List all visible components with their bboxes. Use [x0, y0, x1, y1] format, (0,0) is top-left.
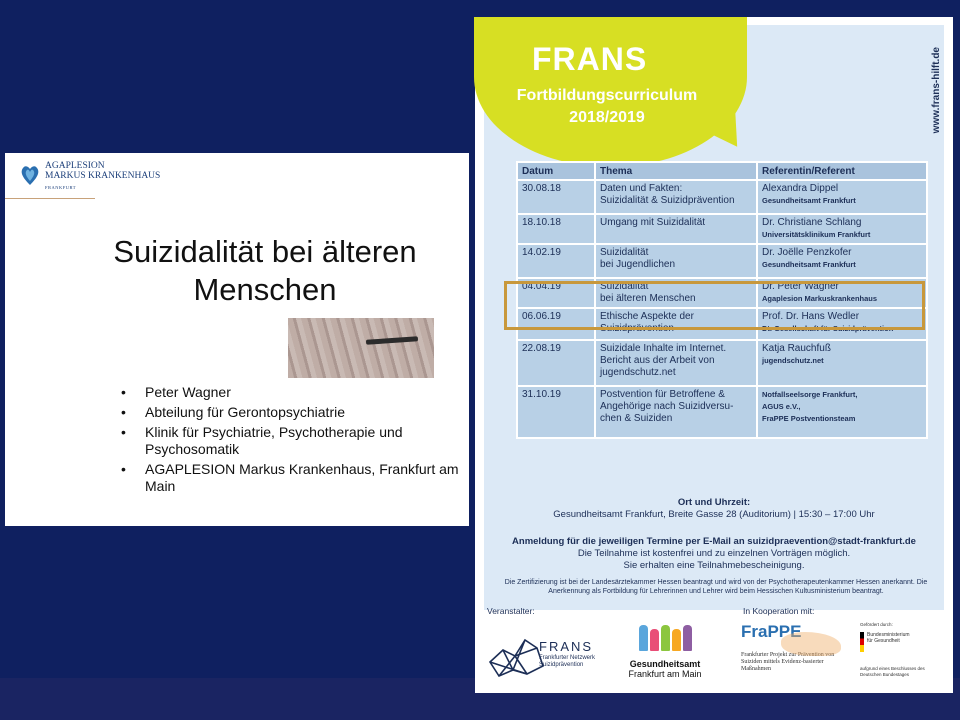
header-thema: Thema	[595, 162, 757, 180]
location-text: Gesundheitsamt Frankfurt, Breite Gasse 28 (Auditorium) | 15:30 – 17:00 Uhr	[553, 509, 875, 520]
flyer-title: FRANS	[532, 41, 648, 77]
slide-title: Suizidalität bei älteren Menschen	[113, 234, 417, 307]
referent-name: Katja Rauchfuß	[762, 343, 831, 354]
slide-photo	[288, 318, 434, 378]
referent-name: Dr. Christiane Schlang	[762, 217, 862, 228]
bmg-name: Bundesministerium für Gesundheit	[867, 632, 910, 644]
ga-line1: Gesundheitsamt	[629, 659, 701, 669]
people-icon	[625, 625, 705, 655]
cell-topic: Suizidale Inhalte im Internet. Bericht aus der Arbeit von jugendschutz.net	[595, 340, 757, 386]
bmg-top: Gefördert durch:	[860, 622, 893, 627]
participation-line1: Die Teilnahme ist kostenfrei und zu einzelnen Vorträgen möglich.	[577, 548, 851, 559]
bullet-item: • AGAPLESION Markus Krankenhaus, Frankfurt am Main	[117, 461, 462, 495]
frappe-subtitle: Frankfurter Projekt zur Prävention von Suiziden mittels Evidenz-basierter Maßnahmen	[741, 652, 835, 672]
bmg-bottom: aufgrund eines Beschlusses des Deutschen Bundestages	[860, 666, 925, 677]
logo-line3: FRANKFURT	[45, 185, 76, 190]
cell-topic: Ethische Aspekte der Suizidprävention	[595, 308, 757, 340]
referent-affiliation: Notfallseelsorge Frankfurt, AGUS e.V., FraPPE Postventionsteam	[762, 390, 858, 423]
table-row	[517, 244, 927, 278]
ga-line2: Frankfurt am Main	[628, 669, 702, 679]
cooperation-label: In Kooperation mit:	[743, 606, 815, 616]
referent-affiliation: Universitätsklinikum Frankfurt	[762, 230, 871, 239]
slide-panel	[5, 153, 469, 526]
participation-line2: Sie erhalten eine Teilnahmebescheinigung.	[623, 560, 805, 571]
table-row	[517, 386, 927, 438]
flyer-subtitle	[487, 85, 727, 129]
cell-date: 06.06.19	[517, 308, 595, 340]
referent-name: Dr. Peter Wagner	[762, 281, 839, 292]
frappe-title: FraPPE	[741, 622, 802, 641]
referent-affiliation: Gesundheitsamt Frankfurt	[762, 196, 856, 205]
cell-topic: Daten und Fakten: Suizidalität & Suizidprävention	[595, 180, 757, 214]
flyer-panel	[475, 17, 953, 693]
bullet-list	[117, 384, 462, 498]
location-title: Ort und Uhrzeit:	[677, 497, 751, 508]
certification-note: Die Zertifizierung ist bei der Landesärztekammer Hessen beantragt und wird von der Psychotherapeutenkammer Hessen anerkannt. Die Anerkennung als Fortbildung für Lehrerinnen und Lehrer wird beim Hessischen Kultusministerium beantragt.	[504, 579, 928, 595]
logo-divider	[5, 198, 95, 199]
cell-referent	[757, 244, 927, 278]
bmg-logo	[860, 622, 940, 678]
subtitle-line2: 2018/2019	[569, 109, 645, 126]
cell-date: 14.02.19	[517, 244, 595, 278]
frans-logo-text: FRANS	[539, 639, 594, 654]
referent-affiliation: Agaplesion Markuskrankenhaus	[762, 294, 878, 303]
cell-date: 04.04.19	[517, 278, 595, 308]
table-row	[517, 340, 927, 386]
cell-topic: Postvention für Betroffene & Angehörige nach Suizidversu- chen & Suiziden	[595, 386, 757, 438]
location-block	[484, 497, 944, 521]
highlight-frame	[504, 281, 925, 330]
registration-block	[484, 536, 944, 572]
german-flag-icon	[860, 632, 864, 652]
registration-text: Anmeldung für die jeweiligen Termine per E-Mail an suizidpraevention@stadt-frankfurt.de	[512, 536, 916, 547]
logo-line2: MARKUS KRANKENHAUS	[45, 171, 161, 181]
referent-name: Alexandra Dippel	[762, 183, 839, 194]
cell-referent	[757, 386, 927, 438]
referent-affiliation: jugendschutz.net	[762, 356, 824, 365]
cell-referent	[757, 340, 927, 386]
agaplesion-logo	[19, 161, 160, 193]
cell-topic: Umgang mit Suizidalität	[595, 214, 757, 244]
referent-name: Prof. Dr. Hans Wedler	[762, 311, 860, 322]
cell-date: 31.10.19	[517, 386, 595, 438]
header-datum: Datum	[517, 162, 595, 180]
table-row	[517, 214, 927, 244]
header-referent: Referentin/Referent	[757, 162, 927, 180]
table-row	[517, 180, 927, 214]
frappe-logo	[741, 622, 851, 673]
bullet-item: • Peter Wagner	[117, 384, 462, 401]
cell-topic: Suizidalität bei älteren Menschen	[595, 278, 757, 308]
cell-referent	[757, 214, 927, 244]
cell-date: 22.08.19	[517, 340, 595, 386]
logo-line1: AGAPLESION	[45, 161, 105, 171]
frans-logo-subtitle: Frankfurter Netzwerk Suizidprävention	[539, 655, 596, 668]
referent-affiliation: Gesundheitsamt Frankfurt	[762, 260, 856, 269]
organizer-label: Veranstalter:	[487, 606, 535, 616]
subtitle-line1: Fortbildungscurriculum	[516, 87, 698, 104]
cell-topic: Suizidalität bei Jugendlichen	[595, 244, 757, 278]
referent-name: Dr. Joëlle Penzkofer	[762, 247, 852, 258]
bullet-item: • Klinik für Psychiatrie, Psychotherapie und Psychosomatik	[117, 424, 462, 458]
referent-affiliation: Dt. Gesellschaft für Suizidprävention	[762, 324, 894, 333]
cell-date: 30.08.18	[517, 180, 595, 214]
heart-logo-icon	[19, 161, 41, 187]
gesundheitsamt-logo	[625, 625, 705, 679]
website-url: www.frans-hilft.de	[931, 47, 942, 134]
cell-referent	[757, 180, 927, 214]
bullet-item: • Abteilung für Gerontopsychiatrie	[117, 404, 462, 421]
cell-date: 18.10.18	[517, 214, 595, 244]
